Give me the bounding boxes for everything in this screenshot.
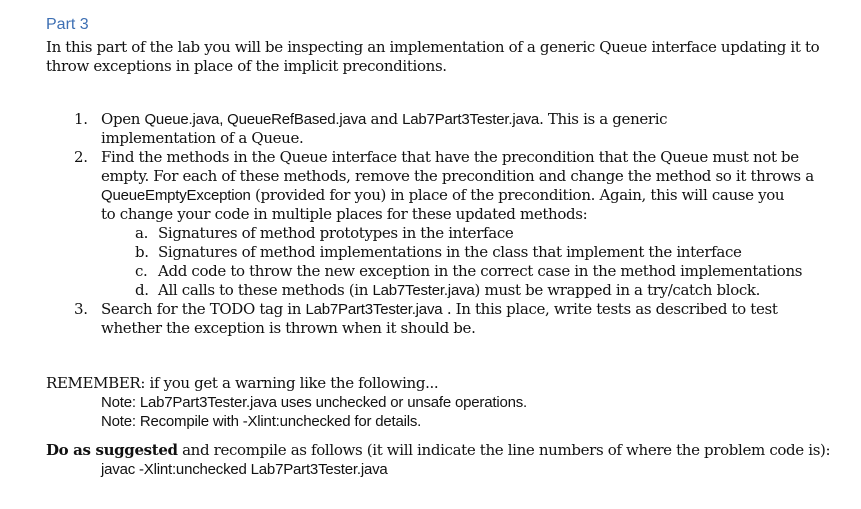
instruction-list [46,110,846,338]
intro-paragraph [46,38,836,76]
exception-class-name: QueueEmptyException [101,187,251,204]
text-run: Open [101,110,145,128]
text-run: All calls to these methods (in [158,281,373,299]
substep-text [158,281,760,299]
text-run: . In this place, write tests as described to test [442,300,778,318]
text-run: and [366,110,403,128]
substep-d [46,281,846,300]
substep-letter: a. [135,224,149,242]
section-heading: Part 3 [46,16,89,33]
step-number: 1. [74,110,88,128]
step-2-line-4: to change your code in multiple places for these updated methods: [101,205,588,223]
file-name: Lab7Tester.java [372,282,475,299]
substep-b [46,243,846,262]
substep-text: Signatures of method prototypes in the interface [158,224,514,242]
text-run: Search for the TODO tag in [101,300,306,318]
text-run: and recompile as follows (it will indicate the line numbers of where the problem code is): [177,441,831,459]
compile-command: javac -Xlint:unchecked Lab7Part3Tester.java [101,461,388,478]
warning-note-2: Note: Recompile with -Xlint:unchecked for details. [101,413,422,430]
step-number: 2. [74,148,88,166]
intro-line-2: throw exceptions in place of the implicit preconditions. [46,57,447,75]
step-3 [46,300,846,338]
suggest-block [46,441,846,479]
suggest-bold-text: Do as suggested [46,441,178,459]
substep-letter: c. [135,262,148,280]
file-name: Lab7Part3Tester.java [402,111,540,128]
suggest-line [46,441,846,460]
step-number: 3. [74,300,88,318]
substep-c [46,262,846,281]
step-3-line-1 [101,300,846,319]
warning-note-1: Note: Lab7Part3Tester.java uses unchecked or unsafe operations. [101,394,528,411]
substep-letter: b. [135,243,149,261]
remember-line: REMEMBER: if you get a warning like the following... [46,374,439,392]
step-3-line-2: whether the exception is thrown when it should be. [101,319,476,337]
file-names: Queue.java, QueueRefBased.java [144,111,367,128]
step-2-line-1: Find the methods in the Queue interface that have the precondition that the Queue must not be [101,148,799,166]
intro-line-1: In this part of the lab you will be inspecting an implementation of a generic Queue interface updating it to [46,38,820,56]
text-run: (provided for you) in place of the precondition. Again, this will cause you [250,186,785,204]
step-2 [46,148,846,224]
text-run: ) must be wrapped in a try/catch block. [474,281,761,299]
file-name: Lab7Part3Tester.java [305,301,443,318]
text-run: . This is a generic [539,110,668,128]
substep-text: Signatures of method implementations in the class that implement the interface [158,243,742,261]
step-2-line-3 [101,186,846,205]
step-1 [46,110,846,148]
substep-a [46,224,846,243]
step-1-line-2: implementation of a Queue. [101,129,304,147]
remember-block [46,374,846,431]
step-1-line-1 [101,110,846,129]
substep-text: Add code to throw the new exception in the correct case in the method implementations [158,262,803,280]
substep-letter: d. [135,281,149,299]
step-2-line-2: empty. For each of these methods, remove the precondition and change the method so it throws a [101,167,814,185]
